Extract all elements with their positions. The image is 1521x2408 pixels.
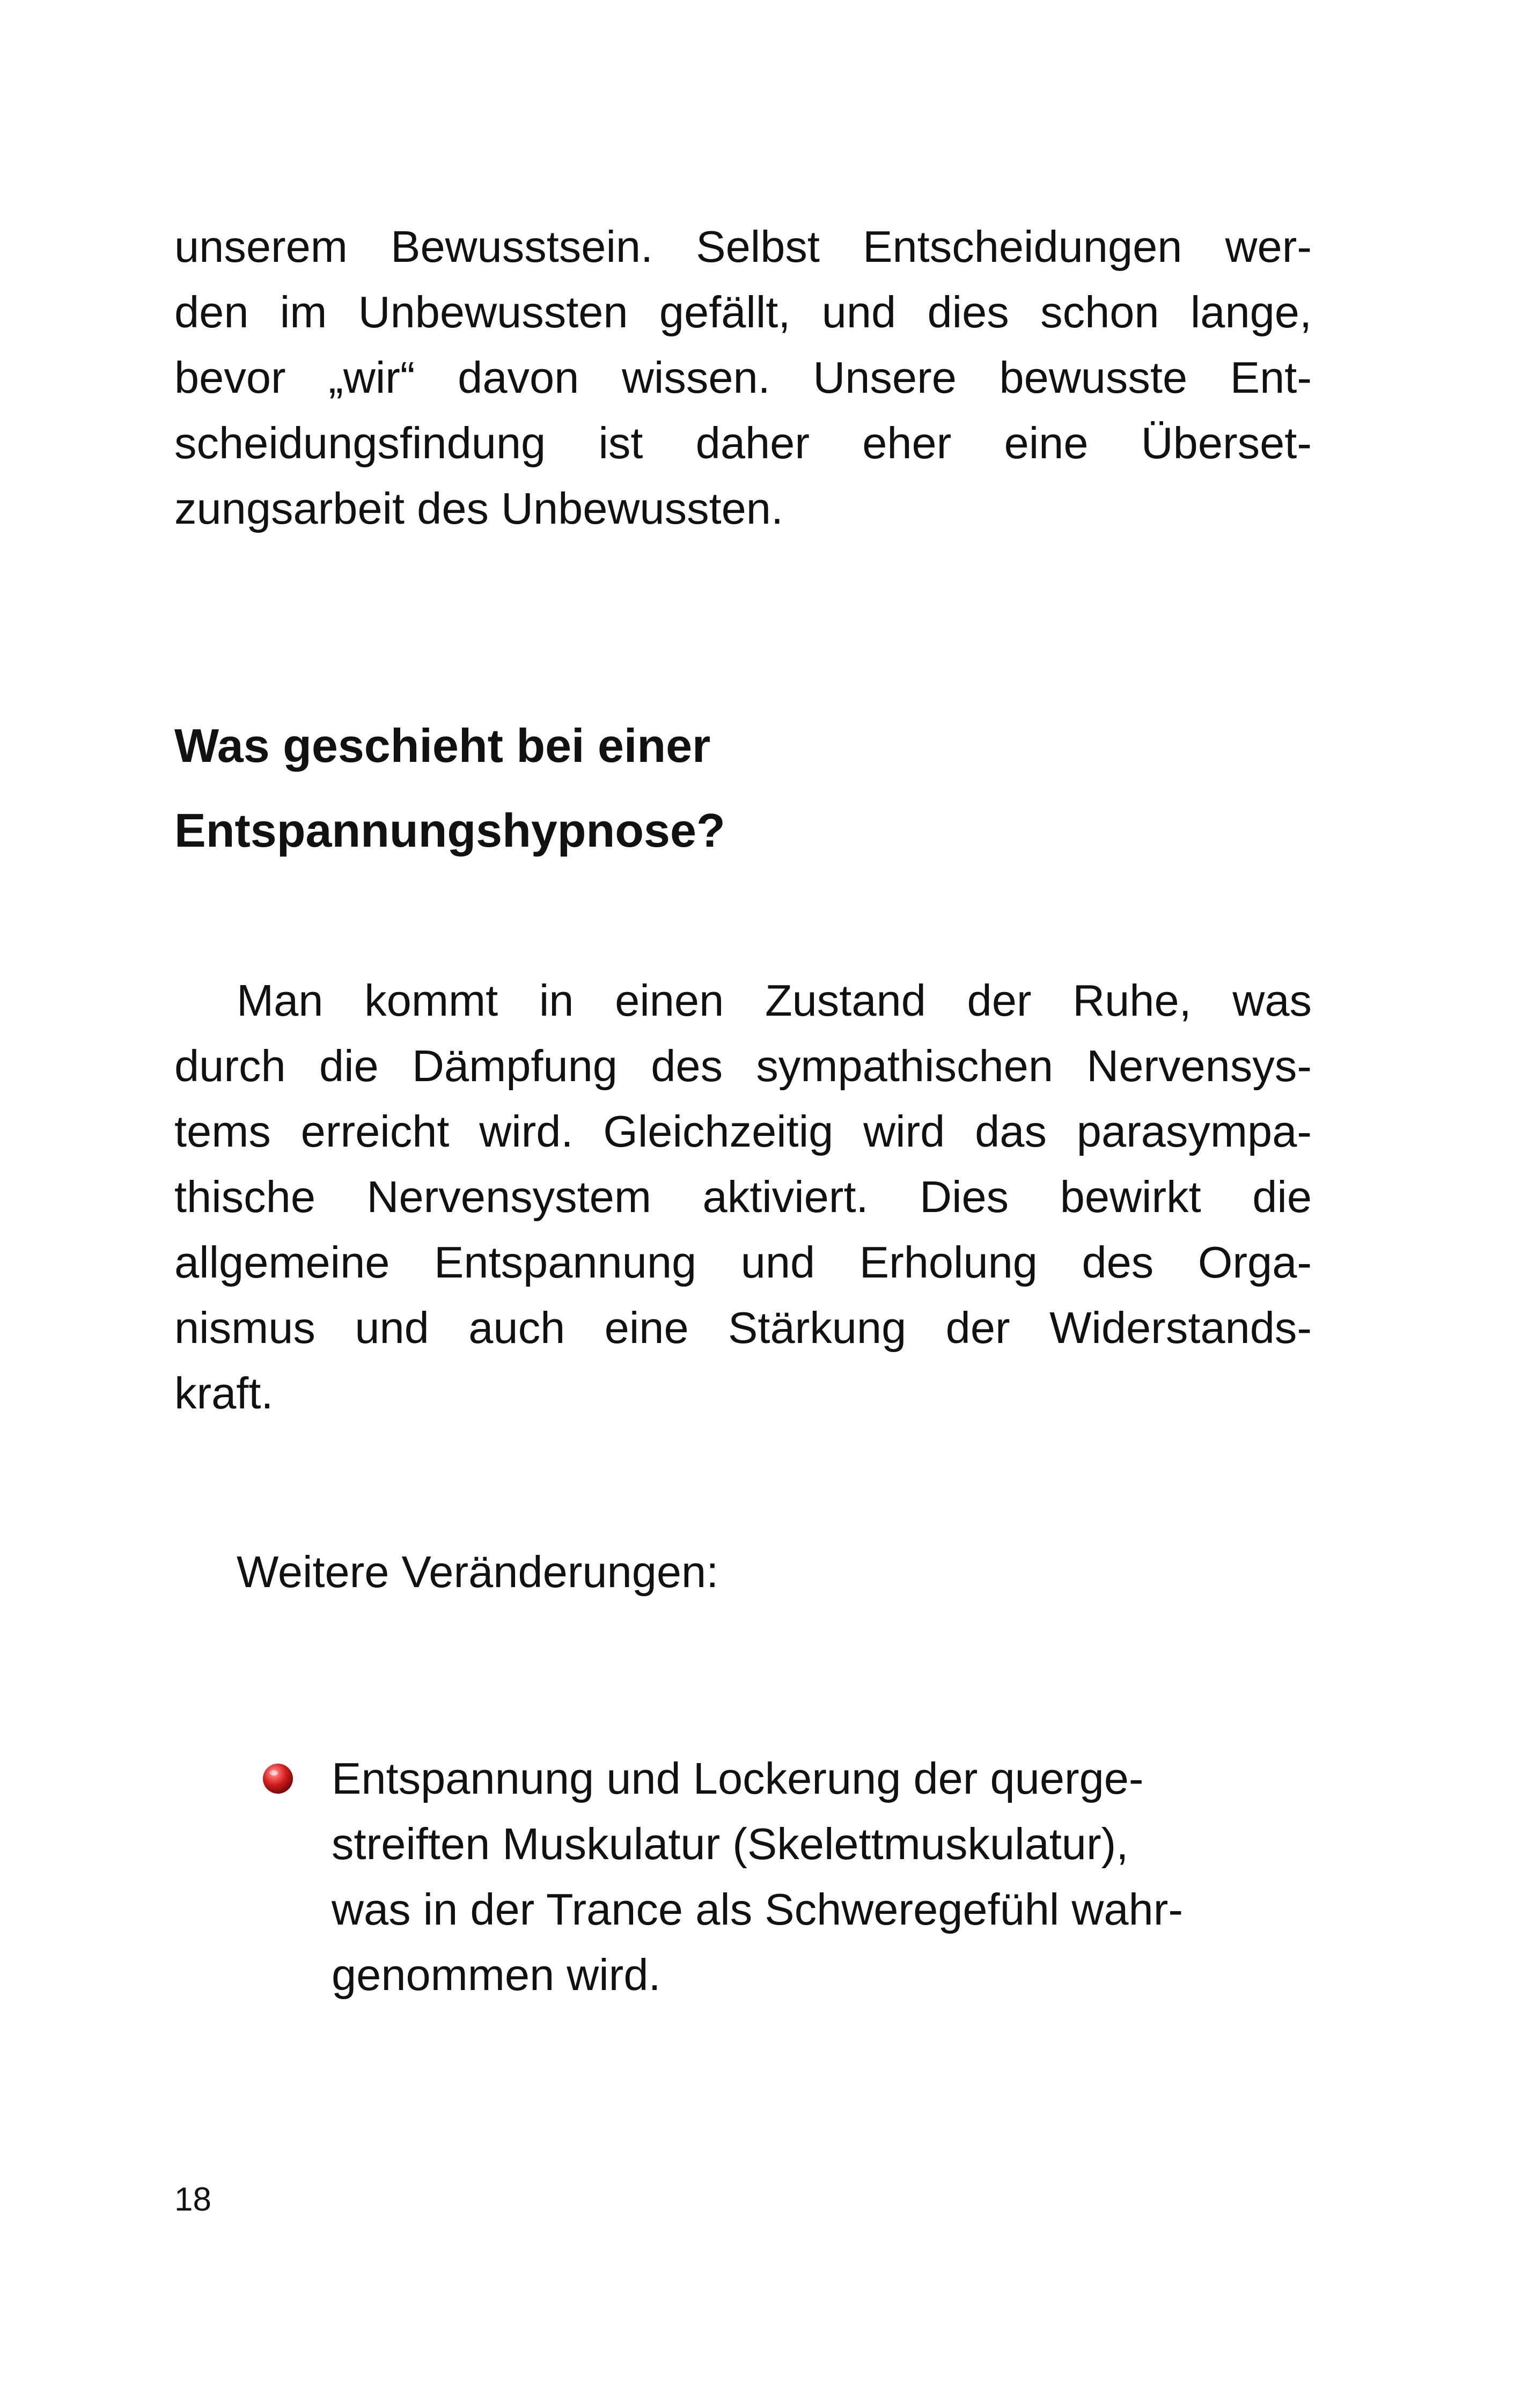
- main-line-4: thische Nervensystem aktiviert. Dies bewirkt die: [174, 1172, 1312, 1222]
- page-number: 18: [174, 2181, 211, 2218]
- main-line-5: allgemeine Entspannung und Erholung des Orga-: [174, 1237, 1312, 1287]
- intro-line-4: scheidungsfindung ist daher eher eine Überset-: [174, 418, 1312, 468]
- intro-line-3: bevor „wir“ davon wissen. Unsere bewusste Ent-: [174, 353, 1312, 402]
- intro-line-2: den im Unbewussten gefällt, und dies schon lange,: [174, 287, 1312, 337]
- main-line-1: Man kommt in einen Zustand der Ruhe, was: [237, 975, 1312, 1025]
- main-line-6: nismus und auch eine Stärkung der Widerstands-: [174, 1303, 1312, 1353]
- bullet-line-2: streiften Muskulatur (Skelettmuskulatur),: [332, 1819, 1129, 1869]
- bullet-line-3: was in der Trance als Schweregefühl wahr-: [332, 1884, 1183, 1934]
- list-intro: Weitere Veränderungen:: [237, 1547, 719, 1597]
- main-line-2: durch die Dämpfung des sympathischen Nervensys-: [174, 1041, 1312, 1091]
- bullet-line-1: Entspannung und Lockerung der querge-: [332, 1753, 1144, 1803]
- intro-line-1: unserem Bewusstsein. Selbst Entscheidungen wer-: [174, 222, 1312, 271]
- main-line-3: tems erreicht wird. Gleichzeitig wird das parasympa-: [174, 1106, 1312, 1156]
- red-sphere-bullet-icon: [256, 1757, 299, 1800]
- heading-line-2: Entspannungshypnose?: [174, 804, 725, 857]
- heading-line-1: Was geschieht bei einer: [174, 719, 711, 772]
- intro-line-5: zungsarbeit des Unbewussten.: [174, 483, 784, 533]
- main-line-7: kraft.: [174, 1368, 274, 1418]
- bullet-line-4: genommen wird.: [332, 1950, 661, 2000]
